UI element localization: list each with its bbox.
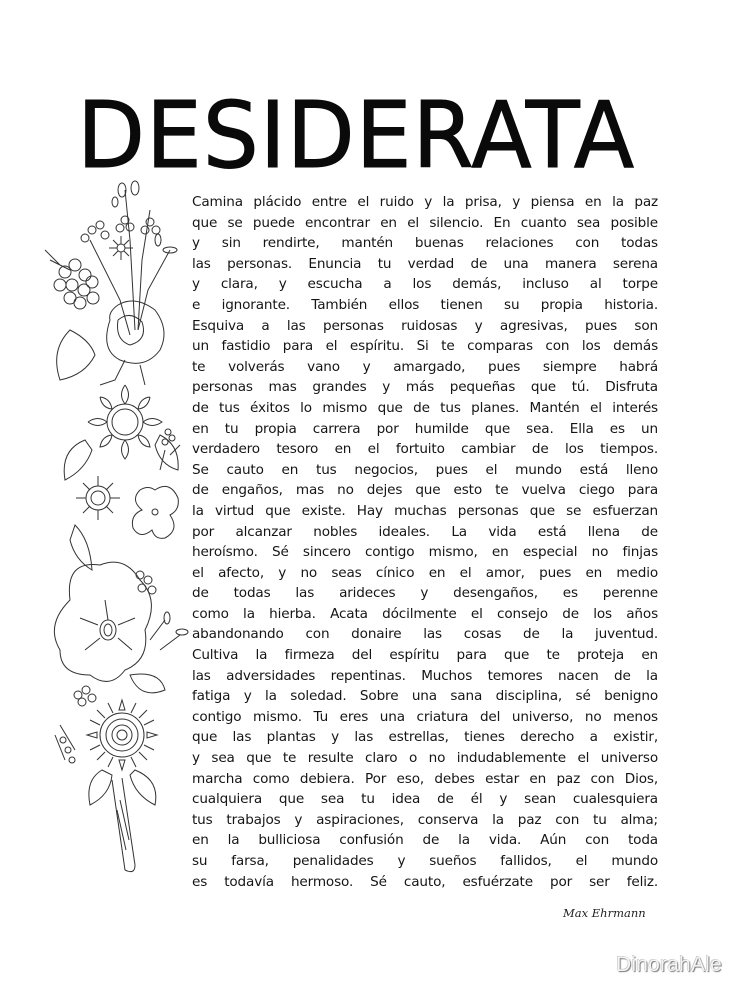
- poem-line: Camina plácido entre el ruido y la prisa, y piensa en la paz: [192, 194, 658, 210]
- poem-line: cualquiera que sea tu idea de él y sean cualesquiera: [192, 791, 658, 808]
- poster-title: DESIDERATA: [76, 82, 636, 189]
- poem-line: fatiga y la soledad. Sobre una sana disciplina, sé benigno: [192, 688, 658, 705]
- poem-line: e ignorante. También ellos tienen su propia historia.: [192, 296, 658, 313]
- poem-line: es todavía hermoso. Sé cauto, esfuérzate por ser feliz.: [192, 873, 658, 890]
- poem-line: y sea que te resulte claro o no indudablemente el universo: [192, 750, 658, 767]
- poem-line: en la bulliciosa confusión de la vida. Aún con toda: [192, 832, 658, 849]
- poem-line: en tu propia carrera por humilde que sea. Ella es un: [192, 420, 658, 437]
- poem-line: su farsa, penalidades y sueños fallidos, el mundo: [192, 853, 658, 869]
- poem-line: la virtud que existe. Hay muchas personas que se esfuerzan: [192, 502, 658, 519]
- poem-line: tus trabajos y aspiraciones, conserva la paz con tu alma;: [192, 811, 658, 828]
- poem-line: las adversidades repentinas. Muchos temores nacen de la: [192, 667, 658, 684]
- poem-body: [192, 192, 658, 892]
- poem-line: un fastidio para el espíritu. Si te comparas con los demás: [192, 338, 658, 355]
- poem-line: y sin rendirte, mantén buenas relaciones con todas: [192, 235, 658, 252]
- poem-line: te volverás vano y amargado, pues siempre habrá: [192, 358, 658, 375]
- author-signature: Max Ehrmann: [563, 906, 646, 920]
- poem-line: de tus éxitos lo mismo que de tus planes. Mantén el interés: [192, 399, 658, 416]
- poem-line: de engaños, mas no dejes que esto te vuelva ciego para: [192, 482, 658, 499]
- poem-line: verdadero tesoro en el fortuito cambiar de los tiempos.: [192, 441, 658, 458]
- artist-watermark: DinorahAle: [616, 953, 722, 976]
- poem-line: las personas. Enuncia tu verdad de una manera serena: [192, 255, 658, 272]
- poem-line: personas mas grandes y más pequeñas que tú. Disfruta: [192, 379, 658, 396]
- poem-line: Se cauto en tus negocios, pues el mundo está lleno: [192, 461, 658, 478]
- poem-line: el afecto, y no seas cínico en el amor, pues en medio: [192, 564, 658, 581]
- poem-line: por alcanzar nobles ideales. La vida está llena de: [192, 523, 658, 540]
- floral-illustration: [30, 180, 200, 880]
- poem-line: marcha como debiera. Por eso, debes estar en paz con Dios,: [192, 770, 658, 787]
- flower-bouquet-icon: [30, 180, 200, 880]
- poem-line: abandonando con donaire las cosas de la juventud.: [192, 626, 658, 643]
- poem-line: y clara, y escucha a los demás, incluso al torpe: [192, 276, 658, 293]
- poem-line: que las plantas y las estrellas, tienes derecho a existir,: [192, 729, 658, 746]
- poem-line: heroísmo. Sé sincero contigo mismo, en especial no finjas: [192, 544, 658, 561]
- poem-line: Esquiva a las personas ruidosas y agresivas, pues son: [192, 317, 658, 334]
- poem-line: contigo mismo. Tu eres una criatura del universo, no menos: [192, 708, 658, 725]
- poem-line: Cultiva la firmeza del espíritu para que te proteja en: [192, 647, 658, 664]
- poem-line: de todas las arideces y desengaños, es perenne: [192, 585, 658, 602]
- poem-line: que se puede encontrar en el silencio. En cuanto sea posible: [192, 214, 658, 231]
- poem-line: como la hierba. Acata dócilmente el consejo de los años: [192, 605, 658, 622]
